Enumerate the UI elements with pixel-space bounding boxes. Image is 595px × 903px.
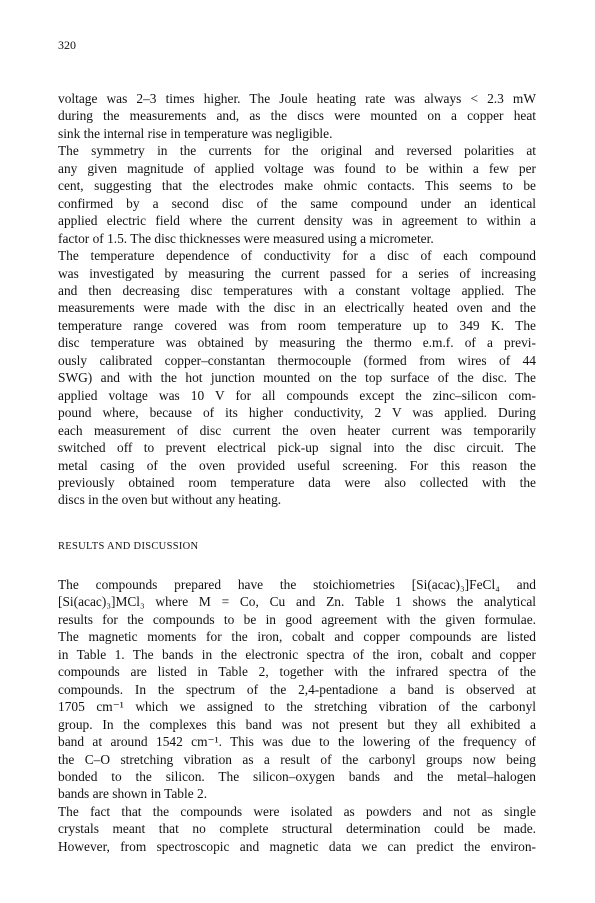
text-line: in Table 1. The bands in the electronic spectra of the iron, cobalt and copper bbox=[58, 646, 536, 662]
text-line: pound where, because of its higher conductivity, 2 V was applied. During bbox=[58, 405, 536, 421]
text-line: compounds. In the spectrum of the 2,4-pentadione a band is observed at bbox=[58, 681, 536, 697]
text-line: switched off to prevent electrical pick-up signal into the disc circuit. The bbox=[58, 440, 536, 456]
text-line: factor of 1.5. The disc thicknesses were measured using a micrometer. bbox=[58, 230, 434, 246]
section-heading: RESULTS AND DISCUSSION bbox=[58, 541, 199, 552]
text-line: any given magnitude of applied voltage was found to be within a few per bbox=[58, 160, 536, 176]
text-line: SWG) and with the hot junction mounted on the top surface of the disc. The bbox=[58, 370, 536, 386]
text-line: the C–O stretching vibration as a result of the carbonyl groups now being bbox=[58, 751, 536, 767]
text-line: metal casing of the oven provided useful screening. For this reason the bbox=[58, 457, 536, 473]
text-line: ously calibrated copper–constantan thermocouple (formed from wires of 44 bbox=[58, 352, 536, 368]
text-line: during the measurements and, as the discs were mounted on a copper heat bbox=[58, 108, 536, 124]
text-line: However, from spectroscopic and magnetic data we can predict the environ- bbox=[58, 838, 536, 854]
text-line: group. In the complexes this band was not present but they all exhibited a bbox=[58, 716, 536, 732]
text-line: crystals meant that no complete structural determination could be made. bbox=[58, 821, 536, 837]
text-line: band at around 1542 cm⁻¹. This was due to the lowering of the frequency of bbox=[58, 734, 536, 750]
body-text-results bbox=[58, 576, 536, 855]
text-line: temperature range covered was from room temperature up to 349 K. The bbox=[58, 317, 536, 333]
text-line: disc temperature was obtained by measuring the thermo e.m.f. of a previ- bbox=[58, 335, 536, 351]
text-line: and then decreasing disc temperatures with a constant voltage applied. The bbox=[58, 282, 536, 298]
text-line: voltage was 2–3 times higher. The Joule heating rate was always < 2.3 mW bbox=[58, 91, 536, 106]
text-line: each measurement of disc current the oven heater current was temporarily bbox=[58, 422, 536, 438]
text-line: measurements were made with the disc in an electrically heated oven and the bbox=[58, 300, 536, 316]
page-number: 320 bbox=[58, 38, 76, 52]
text-line: The magnetic moments for the iron, cobalt and copper compounds are listed bbox=[58, 629, 536, 645]
text-line: was investigated by measuring the current passed for a series of increasing bbox=[58, 265, 536, 281]
text-line: discs in the oven but without any heating. bbox=[58, 492, 282, 508]
text-line: The temperature dependence of conductivity for a disc of each compound bbox=[58, 248, 536, 264]
text-line: compounds are listed in Table 2, together with the infrared spectra of the bbox=[58, 664, 536, 680]
text-line: previously obtained room temperature data were also collected with the bbox=[58, 474, 536, 490]
text-line: sink the internal rise in temperature was negligible. bbox=[58, 125, 333, 141]
text-line: applied electric field where the current density was in agreement to within a bbox=[58, 213, 536, 229]
text-line: The compounds prepared have the stoichiometries [Si(acac)₃]FeCl₄ and bbox=[58, 577, 536, 592]
text-line: bonded to the silicon. The silicon–oxygen bands and the metal–halogen bbox=[58, 768, 536, 784]
text-line: confirmed by a second disc of the same compound under an identical bbox=[58, 195, 536, 211]
text-line: applied voltage was 10 V for all compounds except the zinc–silicon com- bbox=[58, 387, 536, 403]
text-line: 1705 cm⁻¹ which we assigned to the stretching vibration of the carbonyl bbox=[58, 699, 536, 715]
body-text-methods bbox=[58, 90, 536, 509]
text-line: bands are shown in Table 2. bbox=[58, 786, 208, 802]
text-line: The symmetry in the currents for the original and reversed polarities at bbox=[58, 143, 536, 159]
text-line: results for the compounds to be in good agreement with the given formulae. bbox=[58, 611, 536, 627]
text-line: The fact that the compounds were isolated as powders and not as single bbox=[58, 803, 536, 819]
text-line: cent, suggesting that the electrodes make ohmic contacts. This seems to be bbox=[58, 178, 536, 194]
text-line: [Si(acac)₃]MCl₃ where M = Co, Cu and Zn. Table 1 shows the analytical bbox=[58, 594, 536, 610]
